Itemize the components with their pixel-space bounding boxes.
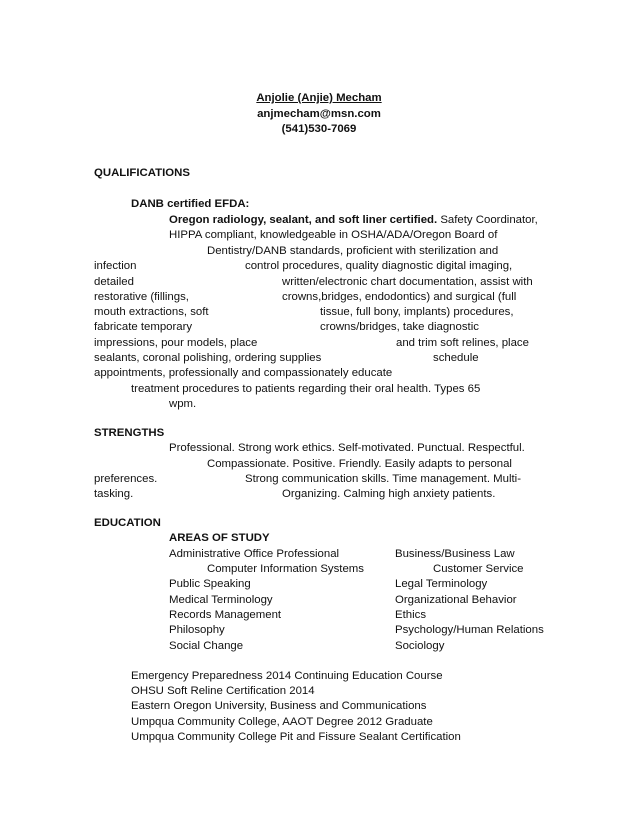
qualifications-heading: QUALIFICATIONS (94, 167, 190, 179)
qualifications-line-1 (169, 213, 538, 227)
study-area-left: Medical Terminology (169, 594, 273, 606)
qualifications-line: detailed (94, 276, 134, 288)
study-area-right: Ethics (395, 609, 427, 621)
qualifications-line: crowns,bridges, endodontics) and surgical (full (282, 291, 517, 303)
qualifications-bold-lead: Oregon radiology, sealant, and soft liner certified. (169, 214, 438, 226)
strengths-line: Strong communication skills. Time management. Multi- (245, 473, 522, 485)
resume-phone: (541)530-7069 (281, 123, 357, 135)
areas-of-study-heading: AREAS OF STUDY (169, 532, 270, 544)
education-heading: EDUCATION (94, 517, 161, 529)
study-area-left: Philosophy (169, 624, 225, 636)
qualifications-line: infection (94, 260, 137, 272)
resume-name: Anjolie (Anjie) Mecham (256, 92, 382, 104)
strengths-heading: STRENGTHS (94, 427, 165, 439)
qualifications-line: appointments, professionally and compassionately educate (94, 367, 393, 379)
qualifications-line: HIPPA compliant, knowledgeable in OSHA/ADA/Oregon Board of (169, 229, 498, 241)
qualifications-line: crowns/bridges, take diagnostic (320, 321, 479, 333)
qualifications-subheading: DANB certified EFDA: (131, 198, 250, 210)
study-area-left: Administrative Office Professional (169, 548, 340, 560)
qualifications-line: fabricate temporary (94, 321, 193, 333)
certification-item: Umpqua Community College, AAOT Degree 2012 Graduate (131, 716, 433, 728)
study-area-right: Sociology (395, 640, 445, 652)
study-area-left: Social Change (169, 640, 244, 652)
qualifications-line: written/electronic chart documentation, assist with (282, 276, 533, 288)
strengths-line: Compassionate. Positive. Friendly. Easily adapts to personal (207, 458, 512, 470)
certification-item: Umpqua Community College Pit and Fissure Sealant Certification (131, 731, 461, 743)
qualifications-line: sealants, coronal polishing, ordering supplies (94, 352, 322, 364)
strengths-line: Professional. Strong work ethics. Self-motivated. Punctual. Respectful. (169, 442, 525, 454)
certification-item: Emergency Preparedness 2014 Continuing Education Course (131, 670, 443, 682)
study-area-left: Computer Information Systems (207, 563, 364, 575)
qualifications-line: and trim soft relines, place (396, 337, 529, 349)
study-area-right: Business/Business Law (395, 548, 515, 560)
study-area-left: Records Management (169, 609, 282, 621)
qualifications-line: restorative (fillings, (94, 291, 189, 303)
qualifications-line: control procedures, quality diagnostic digital imaging, (245, 260, 513, 272)
strengths-line: tasking. (94, 488, 134, 500)
certification-item: Eastern Oregon University, Business and Communications (131, 700, 427, 712)
strengths-line: preferences. (94, 473, 158, 485)
qualifications-line: treatment procedures to patients regarding their oral health. Types 65 (131, 383, 481, 395)
qualifications-line: Dentistry/DANB standards, proficient with sterilization and (207, 245, 499, 257)
study-area-right: Psychology/Human Relations (395, 624, 544, 636)
study-area-right: Organizational Behavior (395, 594, 517, 606)
study-area-right: Legal Terminology (395, 578, 488, 590)
resume-email: anjmecham@msn.com (257, 108, 381, 120)
study-area-right: Customer Service (433, 563, 524, 575)
study-area-left: Public Speaking (169, 578, 251, 590)
qualifications-line: wpm. (169, 398, 197, 410)
qualifications-line-1-rest: Safety Coordinator, (440, 214, 538, 226)
strengths-line: Organizing. Calming high anxiety patients. (282, 488, 496, 500)
qualifications-line: mouth extractions, soft (94, 306, 209, 318)
certification-item: OHSU Soft Reline Certification 2014 (131, 685, 315, 697)
qualifications-line: impressions, pour models, place (94, 337, 258, 349)
qualifications-line: schedule (433, 352, 479, 364)
qualifications-line: tissue, full bony, implants) procedures, (320, 306, 514, 318)
